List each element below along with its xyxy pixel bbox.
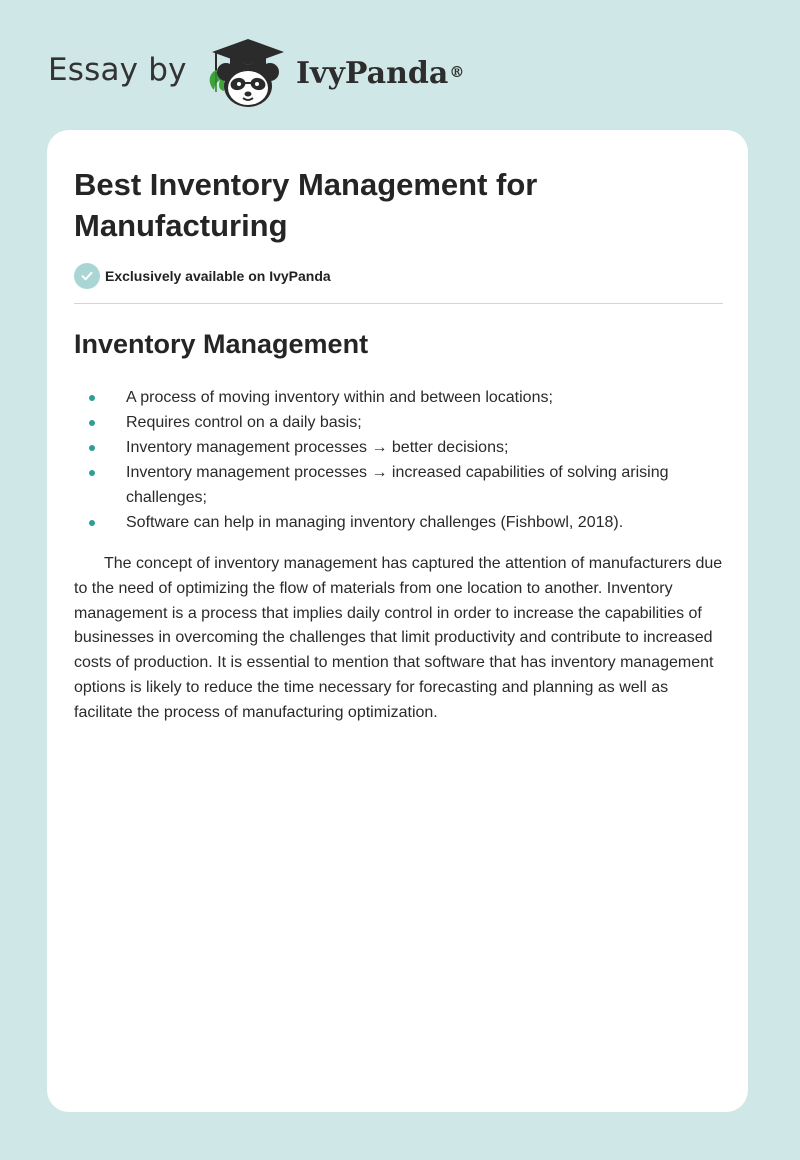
bullet-list (74, 385, 724, 535)
list-item (74, 410, 724, 435)
page-header (0, 0, 800, 130)
panda-graduation-cap-icon[interactable] (202, 36, 294, 110)
essay-card (47, 130, 748, 1112)
essay-by-label: Essay by (48, 52, 187, 88)
exclusive-badge (74, 263, 331, 289)
brand-logo-text[interactable]: IvyPanda® (296, 56, 465, 91)
bullet-text: Requires control on a daily basis; (126, 414, 362, 431)
bullet-text: Inventory management processes → better decisions; (126, 439, 509, 456)
essay-title: Best Inventory Management for Manufacturing (74, 167, 538, 243)
bullet-text: Inventory management processes → increased capabilities of solving arising challenges; (126, 464, 669, 506)
list-item (74, 460, 724, 510)
section-heading: Inventory Management (74, 329, 369, 359)
bullet-dot (89, 520, 95, 526)
list-item (74, 385, 724, 410)
list-item (74, 435, 724, 460)
check-circle-icon (74, 263, 100, 289)
bullet-text: A process of moving inventory within and between locations; (126, 389, 553, 406)
bullet-dot (89, 445, 95, 451)
list-item (74, 510, 724, 535)
bullet-dot (89, 470, 95, 476)
bullet-text: Software can help in managing inventory challenges (Fishbowl, 2018). (126, 514, 624, 531)
exclusive-badge-text: Exclusively available on IvyPanda (105, 268, 331, 284)
bullet-dot (89, 420, 95, 426)
bullet-dot (89, 395, 95, 401)
registered-mark: ® (449, 63, 465, 81)
body-paragraph: The concept of inventory management has captured the attention of manufacturers due to the need of optimizing the flow of materials from one location to another. Inventory management is a process that implies daily control in order to increase the capabilities of businesses in overcoming the challenges that limit productivity and contribute to increased costs of production. It is essential to mention that software that has inventory management options is likely to reduce the time necessary for forecasting and planning as well as facilitate the process of manufacturing optimization. (74, 555, 723, 721)
title-divider (74, 303, 723, 304)
